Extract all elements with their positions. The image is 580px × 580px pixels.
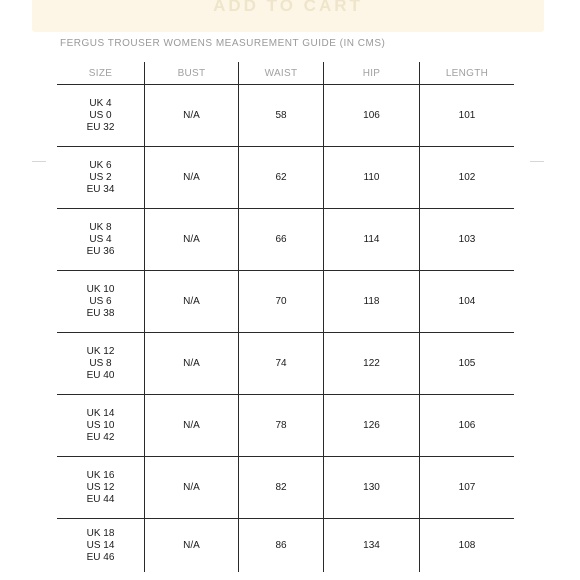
size-cell bbox=[57, 519, 144, 572]
table-row bbox=[57, 457, 514, 519]
length-cell: 108 bbox=[419, 519, 514, 572]
table-row bbox=[57, 333, 514, 395]
size-eu: EU 32 bbox=[86, 121, 115, 133]
size-us: US 8 bbox=[89, 357, 112, 369]
size-eu: EU 44 bbox=[86, 493, 115, 505]
size-us: US 10 bbox=[86, 419, 115, 431]
header-bust: BUST bbox=[144, 62, 238, 84]
table-row bbox=[57, 85, 514, 147]
waist-cell: 74 bbox=[238, 333, 323, 394]
hip-cell: 110 bbox=[323, 147, 419, 208]
bust-cell: N/A bbox=[144, 519, 238, 572]
hip-cell: 126 bbox=[323, 395, 419, 456]
length-cell: 104 bbox=[419, 271, 514, 332]
size-cell bbox=[57, 271, 144, 332]
size-uk: UK 14 bbox=[86, 407, 115, 419]
waist-cell: 66 bbox=[238, 209, 323, 270]
size-uk: UK 16 bbox=[86, 469, 115, 481]
size-cell bbox=[57, 457, 144, 518]
length-cell: 107 bbox=[419, 457, 514, 518]
length-cell: 105 bbox=[419, 333, 514, 394]
table-row bbox=[57, 147, 514, 209]
size-us: US 4 bbox=[89, 233, 112, 245]
length-cell: 102 bbox=[419, 147, 514, 208]
waist-cell: 86 bbox=[238, 519, 323, 572]
size-us: US 0 bbox=[89, 109, 112, 121]
hip-cell: 122 bbox=[323, 333, 419, 394]
header-waist: WAIST bbox=[238, 62, 323, 84]
size-us: US 2 bbox=[89, 171, 112, 183]
bust-cell: N/A bbox=[144, 457, 238, 518]
size-cell bbox=[57, 147, 144, 208]
size-cell bbox=[57, 85, 144, 146]
size-cell bbox=[57, 395, 144, 456]
size-cell bbox=[57, 333, 144, 394]
table-row bbox=[57, 209, 514, 271]
table-header-row bbox=[57, 62, 514, 85]
size-eu: EU 46 bbox=[86, 551, 115, 563]
hip-cell: 114 bbox=[323, 209, 419, 270]
size-uk: UK 8 bbox=[89, 221, 112, 233]
header-hip: HIP bbox=[323, 62, 419, 84]
size-eu: EU 42 bbox=[86, 431, 115, 443]
table-row bbox=[57, 395, 514, 457]
waist-cell: 78 bbox=[238, 395, 323, 456]
waist-cell: 82 bbox=[238, 457, 323, 518]
divider-right bbox=[530, 161, 544, 162]
size-eu: EU 38 bbox=[86, 307, 115, 319]
size-eu: EU 36 bbox=[86, 245, 115, 257]
add-to-cart-label: ADD TO CART bbox=[213, 0, 363, 15]
hip-cell: 130 bbox=[323, 457, 419, 518]
size-uk: UK 12 bbox=[86, 345, 115, 357]
hip-cell: 118 bbox=[323, 271, 419, 332]
waist-cell: 70 bbox=[238, 271, 323, 332]
table-row bbox=[57, 271, 514, 333]
bust-cell: N/A bbox=[144, 271, 238, 332]
bust-cell: N/A bbox=[144, 147, 238, 208]
bust-cell: N/A bbox=[144, 209, 238, 270]
header-length: LENGTH bbox=[419, 62, 514, 84]
waist-cell: 62 bbox=[238, 147, 323, 208]
length-cell: 103 bbox=[419, 209, 514, 270]
size-uk: UK 6 bbox=[89, 159, 112, 171]
size-uk: UK 10 bbox=[86, 283, 115, 295]
table-row bbox=[57, 519, 514, 572]
bust-cell: N/A bbox=[144, 333, 238, 394]
guide-title: FERGUS TROUSER WOMENS MEASUREMENT GUIDE (IN CMS) bbox=[60, 38, 386, 49]
bust-cell: N/A bbox=[144, 395, 238, 456]
length-cell: 106 bbox=[419, 395, 514, 456]
size-us: US 14 bbox=[86, 539, 115, 551]
hip-cell: 106 bbox=[323, 85, 419, 146]
size-us: US 6 bbox=[89, 295, 112, 307]
size-cell bbox=[57, 209, 144, 270]
length-cell: 101 bbox=[419, 85, 514, 146]
hip-cell: 134 bbox=[323, 519, 419, 572]
size-uk: UK 4 bbox=[89, 97, 112, 109]
size-us: US 12 bbox=[86, 481, 115, 493]
divider-left bbox=[32, 161, 46, 162]
size-eu: EU 40 bbox=[86, 369, 115, 381]
waist-cell: 58 bbox=[238, 85, 323, 146]
size-eu: EU 34 bbox=[86, 183, 115, 195]
bust-cell: N/A bbox=[144, 85, 238, 146]
measurement-table bbox=[57, 62, 514, 572]
add-to-cart-button[interactable] bbox=[32, 0, 544, 32]
header-size: SIZE bbox=[88, 67, 113, 79]
size-uk: UK 18 bbox=[86, 527, 115, 539]
